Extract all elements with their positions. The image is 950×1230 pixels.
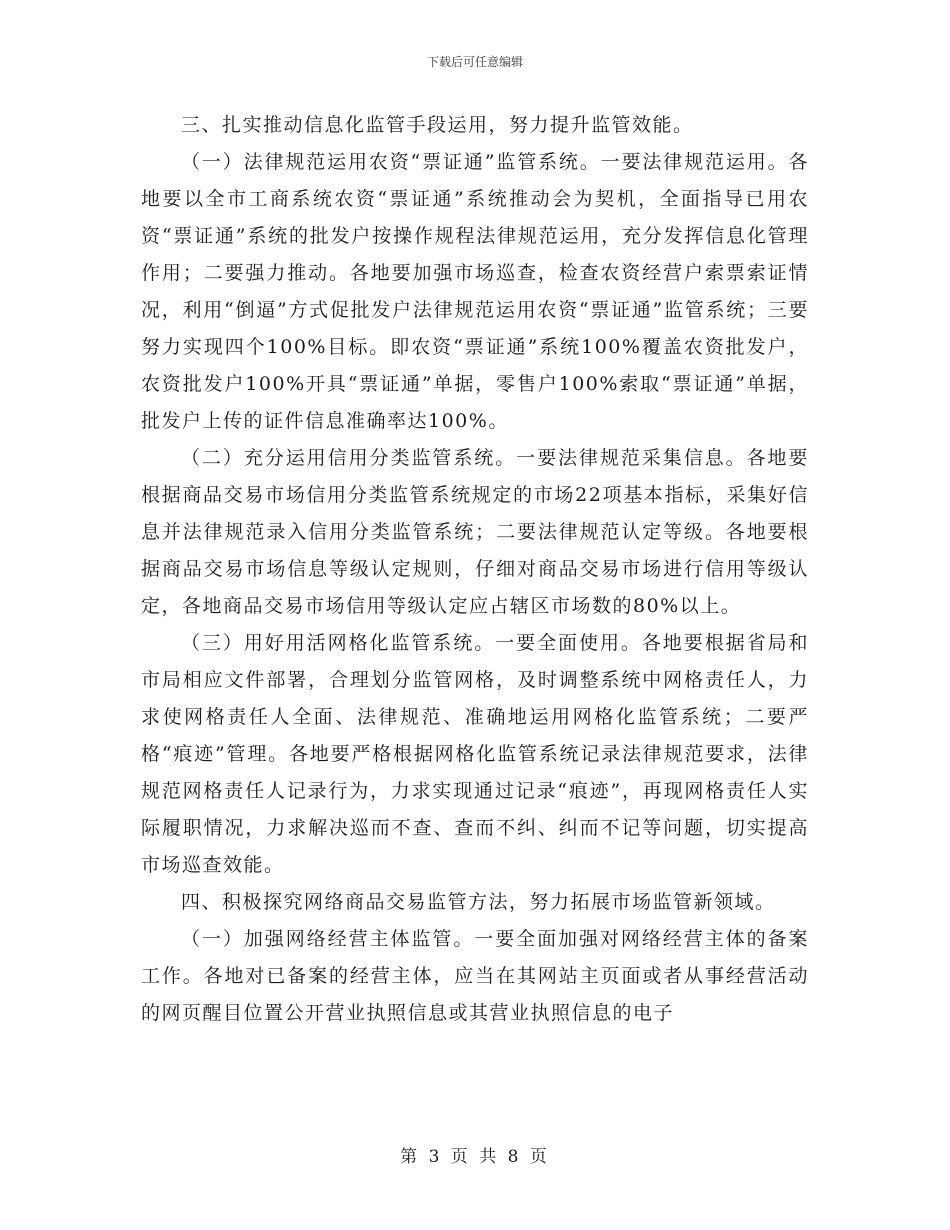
page-number: 第 3 页 共 8 页 <box>400 1147 550 1167</box>
page-header-note: 下载后可任意编辑 <box>426 55 523 69</box>
paragraph-piaozhengtong: （一）法律规范运用农资“票证通”监管系统。一要法律规范运用。各地要以全市工商系统农资“票证通”系统推动会为契机，全面指导已用农资“票证通”系统的批发户按操作规程法律规范运用，充分发挥信息化管理作用；二要强力推动。各地要加强市场巡查，检查农资经营户索票索证情况，利用“倒逼”方式促批发户法律规范运用农资“票证通”监管系统；三要努力实现四个100%目标。即农资“票证通”系统100%覆盖农资批发户，农资批发户100%开具“票证通”单据，零售户100%索取“票证通”单据，批发户上传的证件信息准确率达100%。 <box>141 151 809 432</box>
paragraph-grid-supervision: （三）用好用活网格化监管系统。一要全面使用。各地要根据省局和市局相应文件部署，合理划分监管网格，及时调整系统中网格责任人，力求使网格责任人全面、法律规范、准确地运用网格化监管系统；二要严格“痕迹”管理。各地要严格根据网格化监管系统记录法律规范要求，法律规范网格责任人记录行为，力求实现通过记录“痕迹”，再现网格责任人实际履职情况，力求解决巡而不查、查而不纠、纠而不记等问题，切实提高市场巡查效能。 <box>141 632 809 876</box>
paragraph-credit-classification: （二）充分运用信用分类监管系统。一要法律规范采集信息。各地要根据商品交易市场信用分类监管系统规定的市场22项基本指标，采集好信息并法律规范录入信用分类监管系统；二要法律规范认定等级。各地要根据商品交易市场信息等级认定规则，仔细对商品交易市场进行信用等级认定，各地商品交易市场信用等级认定应占辖区市场数的80%以上。 <box>141 447 809 617</box>
document-body <box>141 107 809 1032</box>
paragraph-online-entities: （一）加强网络经营主体监管。一要全面加强对网络经营主体的备案工作。各地对已备案的经营主体，应当在其网站主页面或者从事经营活动的网页醒目位置公开营业执照信息或其营业执照信息的电子 <box>141 928 809 1024</box>
section-heading-4: 四、积极探究网络商品交易监管方法，努力拓展市场监管新领域。 <box>181 891 776 913</box>
section-heading-3: 三、扎实推动信息化监管手段运用，努力提升监管效能。 <box>181 114 694 136</box>
